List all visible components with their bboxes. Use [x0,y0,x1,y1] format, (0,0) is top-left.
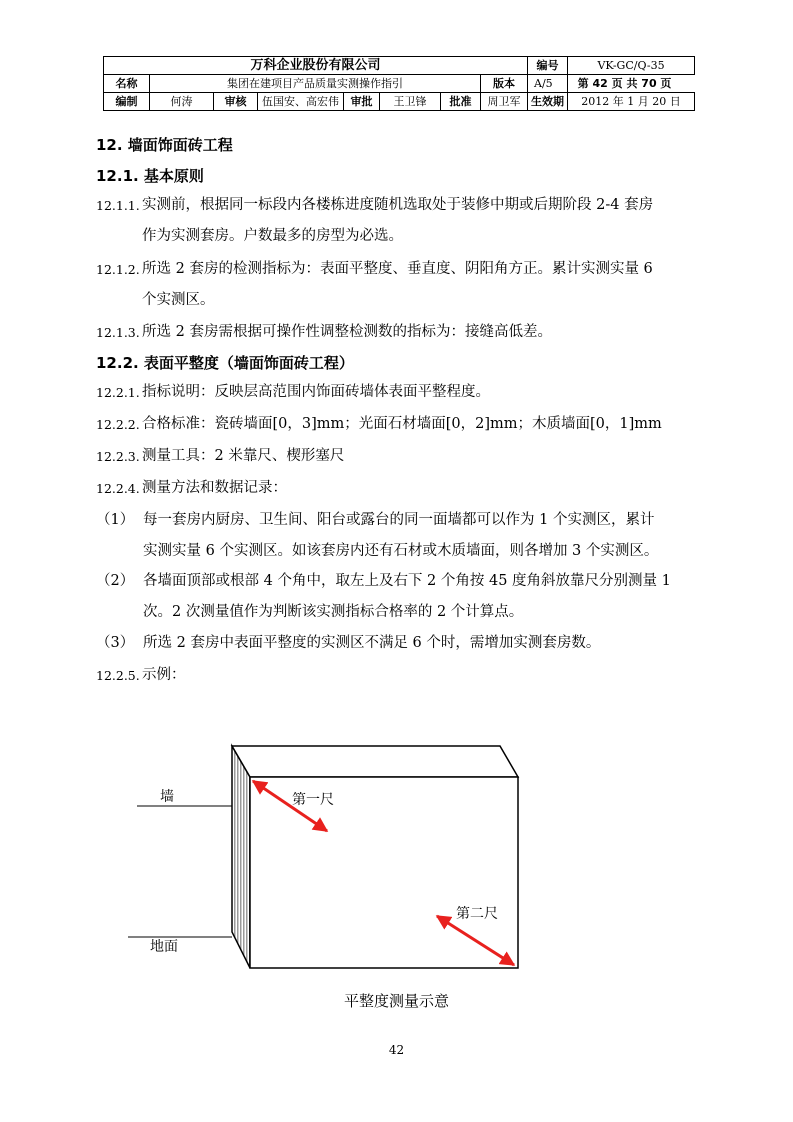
flatness-measurement-diagram [120,735,540,980]
clause-line: 测量工具：2 米靠尺、楔形塞尺 [142,448,345,464]
effective-value: 2012 年 1 月 20 日 [568,93,695,111]
clause-number: 12.1.2. [96,262,140,277]
subsection-title-basic-principles: 12.1. 基本原则 [96,167,204,185]
wall-label: 墙 [160,789,174,805]
approve2-value: 周卫军 [481,93,528,111]
ruler-2-label: 第二尺 [456,906,498,922]
list-item-3 [96,628,708,659]
code-value: VK-GC/Q-35 [568,57,695,75]
figure-caption: 平整度测量示意 [343,992,449,1010]
clause-line: 合格标准：瓷砖墙面[0，3]mm；光面石材墙面[0，2]mm；木质墙面[0，1]mm [142,416,662,432]
code-label: 编号 [528,57,568,75]
clause-12-2-5 [96,660,708,691]
name-label: 名称 [104,75,150,93]
clause-line: 作为实测套房。户数最多的房型为必选。 [142,228,403,244]
list-line: 每一套房内厨房、卫生间、阳台或露台的同一面墙都可以作为 1 个实测区，累计 [143,512,655,528]
subsection-title-surface-flatness: 12.2. 表面平整度（墙面饰面砖工程） [96,354,354,372]
clause-12-2-2 [96,409,708,440]
clause-line: 测量方法和数据记录： [142,480,287,496]
name-value: 集团在建项目产品质量实测操作指引 [150,75,481,93]
clause-number: 12.2.5. [96,668,140,683]
clause-12-1-2 [96,254,708,316]
section-title: 12. 墙面饰面砖工程 [96,136,233,154]
clause-line: 所选 2 套房的检测指标为：表面平整度、垂直度、阴阳角方正。累计实测实量 6 [142,261,653,277]
clause-number: 12.2.2. [96,417,140,432]
clause-line: 指标说明：反映层高范围内饰面砖墙体表面平整程度。 [142,384,490,400]
version-page-cell [528,75,672,93]
clause-12-1-1 [96,190,708,252]
clause-number: 12.2.4. [96,481,140,496]
clause-12-2-4 [96,473,708,504]
clause-line: 个实测区。 [142,292,215,308]
page-count: 第 42 页 共 70 页 [577,76,672,90]
list-item-1 [96,505,708,567]
clause-12-2-3 [96,441,708,472]
clause-line: 所选 2 套房需根据可操作性调整检测数的指标为：接缝高低差。 [142,324,552,340]
editor-value: 何涛 [150,93,214,111]
reviewer-label: 审核 [214,93,258,111]
list-number: （2） [96,573,135,589]
version-label: 版本 [481,75,528,93]
clause-line: 示例： [142,667,186,683]
list-line: 所选 2 套房中表面平整度的实测区不满足 6 个时，需增加实测套房数。 [143,635,601,651]
company-name: 万科企业股份有限公司 [104,57,528,75]
clause-number: 12.2.3. [96,449,140,464]
effective-label: 生效期 [528,93,568,111]
clause-number: 12.2.1. [96,385,140,400]
list-line: 各墙面顶部或根部 4 个角中，取左上及右下 2 个角按 45 度角斜放靠尺分别测量 1 [143,573,671,589]
list-number: （3） [96,635,135,651]
list-line: 实测实量 6 个实测区。如该套房内还有石材或木质墙面，则各增加 3 个实测区。 [143,543,659,559]
list-item-2 [96,566,708,628]
wall-top-edge [232,746,518,777]
list-number: （1） [96,512,135,528]
clause-12-1-3 [96,317,708,348]
ruler-1-label: 第一尺 [292,792,334,808]
approve1-value: 王卫锋 [380,93,441,111]
clause-12-2-1 [96,377,708,408]
clause-line: 实测前，根据同一标段内各楼栋进度随机选取处于装修中期或后期阶段 2-4 套房 [142,197,654,213]
page-number: 42 [388,1043,405,1057]
reviewer-value: 伍国安、高宏伟 [258,93,344,111]
approve2-label: 批准 [441,93,481,111]
clause-number: 12.1.3. [96,325,140,340]
approve1-label: 审批 [344,93,380,111]
wall-side-face [232,746,250,968]
clause-number: 12.1.1. [96,198,140,213]
list-line: 次。2 次测量值作为判断该实测指标合格率的 2 个计算点。 [143,604,524,620]
version-value-text: A/5 [534,76,553,90]
document-header-table [103,56,695,111]
floor-label: 地面 [150,939,178,955]
editor-label: 编制 [104,93,150,111]
